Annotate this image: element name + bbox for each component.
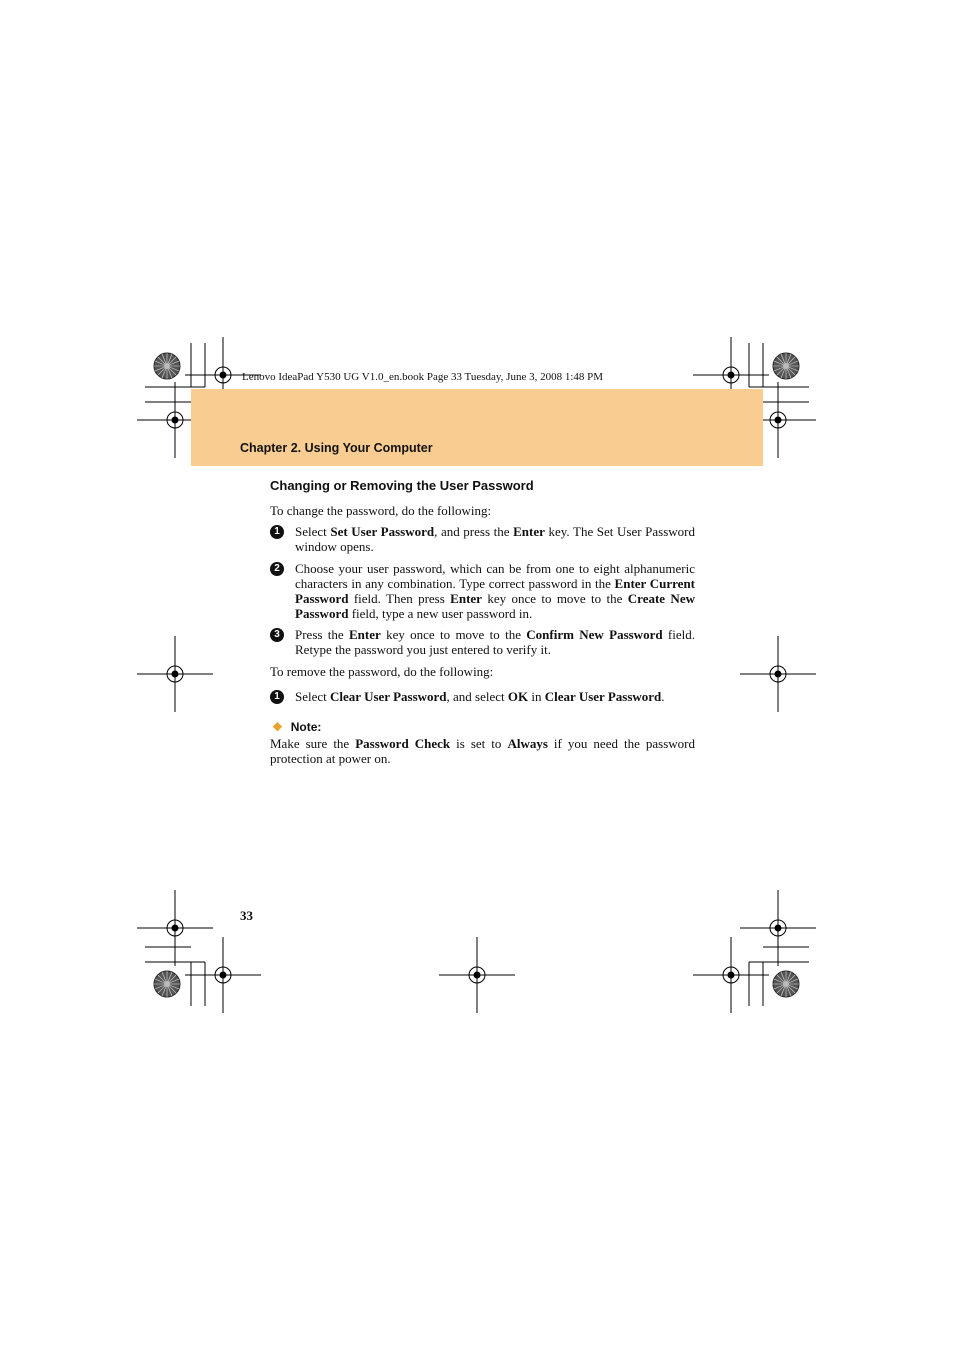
book-header: Lenovo IdeaPad Y530 UG V1.0_en.book Page 33 Tuesday, June 3, 2008 1:48 PM (242, 371, 604, 383)
note-label: ❖ Note: (272, 720, 322, 734)
section-heading: Changing or Removing the User Password (270, 478, 534, 493)
remove-intro: To remove the password, do the following: (270, 664, 494, 679)
star-target-icon (773, 971, 799, 997)
step-text: Choose your user password, which can be from one to eight alphanumeric characters in any combination. Type correct password in the Enter Current Password field. Then press Enter key once to move to the Create New Password field, type a new user password in. (295, 561, 696, 621)
step-number-icon: 1 (270, 690, 284, 704)
remove-step (270, 689, 695, 704)
step-text: Select Clear User Password, and select OK in Clear User Password. (295, 689, 665, 704)
step-number-icon: 1 (270, 525, 284, 539)
change-step (270, 627, 695, 657)
step-text: Select Set User Password, and press the Enter key. The Set User Password window opens. (295, 524, 695, 554)
step-number-icon: 2 (270, 562, 284, 576)
step-text: Press the Enter key once to move to the Confirm New Password field. Retype the password you just entered to verify it. (295, 627, 695, 657)
star-target-icon (154, 353, 180, 379)
chapter-title: Chapter 2. Using Your Computer (240, 441, 433, 455)
star-target-icon (773, 353, 799, 379)
step-number-icon: 3 (270, 628, 284, 642)
diamond-bullet-icon: ❖ (272, 720, 283, 734)
change-step (270, 524, 695, 554)
change-intro: To change the password, do the following: (270, 503, 492, 518)
change-step (270, 561, 695, 621)
page-number: 33 (240, 908, 253, 923)
star-target-icon (154, 971, 180, 997)
note-text: Make sure the Password Check is set to Always if you need the password protection at power on. (270, 736, 696, 766)
